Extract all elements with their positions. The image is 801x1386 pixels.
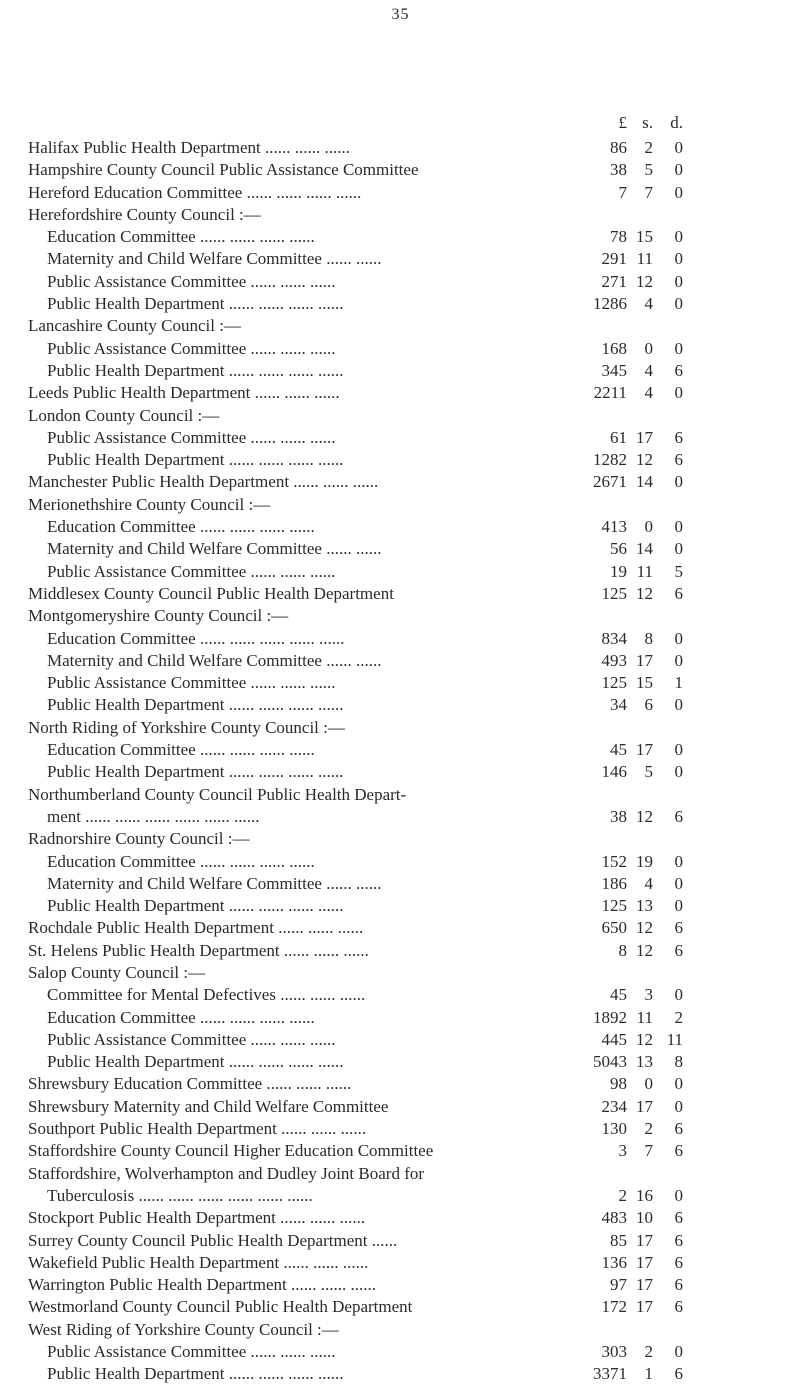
ledger-row xyxy=(0,628,801,650)
ledger-row-shillings: 12 xyxy=(636,271,653,291)
ledger-row-pounds: 38 xyxy=(610,806,627,826)
ledger-row-shillings: 15 xyxy=(636,673,653,693)
ledger-row xyxy=(0,1051,801,1073)
ledger-row-label: Merionethshire County Council :— xyxy=(28,494,271,514)
ledger-row-pounds: 483 xyxy=(601,1208,627,1228)
ledger-row-label: Shrewsbury Maternity and Child Welfare Committee xyxy=(28,1096,389,1116)
ledger-row-pence: 5 xyxy=(674,561,683,581)
ledger-row-label: Northumberland County Council Public Health Depart- xyxy=(28,784,407,804)
ledger-row-pounds: 168 xyxy=(601,338,627,358)
ledger-row-label: Manchester Public Health Department ...... ...... ...... xyxy=(28,472,379,492)
ledger-row-pence: 0 xyxy=(674,1185,683,1205)
ledger-row-pounds: 5043 xyxy=(593,1052,627,1072)
ledger-row-pounds: 136 xyxy=(601,1252,627,1272)
ledger-row-pounds: 56 xyxy=(610,539,627,559)
ledger-row-pounds: 85 xyxy=(610,1230,627,1250)
ledger-row-shillings: 2 xyxy=(644,138,653,157)
ledger-row-shillings: 17 xyxy=(636,1096,653,1116)
ledger-row-pounds: 1282 xyxy=(593,450,627,470)
ledger-row-shillings: 19 xyxy=(636,851,653,871)
ledger-row-shillings: 6 xyxy=(644,695,653,715)
ledger-row-shillings: 17 xyxy=(636,1252,653,1272)
ledger-row-pounds: 445 xyxy=(601,1029,627,1049)
ledger-row xyxy=(0,806,801,828)
ledger-row-pounds: 19 xyxy=(610,561,627,581)
ledger-row-label: Westmorland County Council Public Health Department xyxy=(28,1297,413,1317)
ledger-row-shillings: 5 xyxy=(644,762,653,782)
ledger-row-pence: 0 xyxy=(674,338,683,358)
ledger-row-pounds: 2 xyxy=(618,1185,627,1205)
ledger-row-label: Public Health Department ...... ...... ...... ...... xyxy=(47,1364,344,1384)
ledger-row xyxy=(0,226,801,248)
ledger-row-shillings: 3 xyxy=(644,985,653,1005)
ledger-row xyxy=(0,1073,801,1095)
ledger-row-pence: 6 xyxy=(674,1119,683,1139)
ledger-row xyxy=(0,471,801,493)
ledger-row xyxy=(0,248,801,270)
ledger-row-shillings: 17 xyxy=(636,1230,653,1250)
ledger-row-label: St. Helens Public Health Department ...... ...... ...... xyxy=(28,940,369,960)
ledger-row-shillings: 0 xyxy=(644,517,653,537)
ledger-row-label: Montgomeryshire County Council :— xyxy=(28,606,289,626)
ledger-row xyxy=(0,984,801,1006)
ledger-row-pounds: 834 xyxy=(601,628,627,648)
ledger-row-pounds: 125 xyxy=(601,583,627,603)
ledger-row-pence: 2 xyxy=(674,1007,683,1027)
ledger-row-label: Public Assistance Committee ...... ...... ...... xyxy=(47,427,336,447)
ledger-row-label: Public Assistance Committee ...... ...... ...... xyxy=(47,271,336,291)
ledger-row-label: Public Assistance Committee ...... ...... ...... xyxy=(47,338,336,358)
ledger-row xyxy=(0,962,801,984)
ledger-row-label: Shrewsbury Education Committee ...... ...... ...... xyxy=(28,1074,352,1094)
ledger-row-pence: 11 xyxy=(666,1029,683,1049)
ledger-row-pounds: 34 xyxy=(610,695,627,715)
ledger-row-label: Education Committee ...... ...... ...... ...... xyxy=(47,517,315,537)
ledger-row-label: Leeds Public Health Department ...... ...... ...... xyxy=(28,383,340,403)
ledger-row-pence: 6 xyxy=(674,1230,683,1250)
ledger-row-pounds: 291 xyxy=(601,249,627,269)
ledger-row-pence: 6 xyxy=(674,1141,683,1161)
ledger-row-pence: 6 xyxy=(674,450,683,470)
header-pounds: £ xyxy=(618,113,627,132)
ledger-row-shillings: 12 xyxy=(636,806,653,826)
ledger-row-shillings: 12 xyxy=(636,940,653,960)
ledger-row xyxy=(0,873,801,895)
ledger-row-shillings: 0 xyxy=(644,338,653,358)
page-number: 35 xyxy=(391,6,410,23)
ledger-row-pence: 0 xyxy=(674,383,683,403)
ledger-row-shillings: 4 xyxy=(644,360,653,380)
ledger-row-pounds: 8 xyxy=(618,940,627,960)
ledger-row-pounds: 172 xyxy=(601,1297,627,1317)
ledger-row xyxy=(0,694,801,716)
ledger-row-label: Surrey County Council Public Health Department ...... xyxy=(28,1230,398,1250)
ledger-row-label: Herefordshire County Council :— xyxy=(28,204,261,224)
ledger-row-label: Staffordshire County Council Higher Education Committee xyxy=(28,1141,434,1161)
ledger-row-pounds: 86 xyxy=(610,138,627,157)
ledger-row-pounds: 186 xyxy=(601,873,627,893)
ledger-row-pounds: 1892 xyxy=(593,1007,627,1027)
ledger-row-label: Education Committee ...... ...... ...... ...... xyxy=(47,1007,315,1027)
ledger-row-shillings: 13 xyxy=(636,896,653,916)
ledger-row-pounds: 78 xyxy=(610,227,627,247)
ledger-row xyxy=(0,1274,801,1296)
ledger-row-shillings: 2 xyxy=(644,1119,653,1139)
ledger-row-pounds: 271 xyxy=(601,271,627,291)
ledger-row xyxy=(0,784,801,806)
ledger-row xyxy=(0,159,801,181)
ledger-row-pounds: 413 xyxy=(601,517,627,537)
ledger-row-pounds: 2671 xyxy=(593,472,627,492)
ledger-row-shillings: 16 xyxy=(636,1185,653,1205)
ledger-row xyxy=(0,538,801,560)
ledger-row-pounds: 38 xyxy=(610,160,627,180)
ledger-row-pence: 0 xyxy=(674,740,683,760)
ledger-row-pounds: 3 xyxy=(618,1141,627,1161)
ledger-row xyxy=(0,561,801,583)
ledger-row-pence: 0 xyxy=(674,160,683,180)
ledger-row-pounds: 3371 xyxy=(593,1364,627,1384)
ledger-row xyxy=(0,1007,801,1029)
ledger-row-shillings: 17 xyxy=(636,1297,653,1317)
ledger-row xyxy=(0,1363,801,1385)
ledger-row xyxy=(0,739,801,761)
ledger-row-shillings: 12 xyxy=(636,1029,653,1049)
ledger-row-pounds: 125 xyxy=(601,896,627,916)
ledger-row-label: Tuberculosis ...... ...... ...... ...... ...... ...... xyxy=(47,1185,313,1205)
ledger-row-label: Public Assistance Committee ...... ...... ...... xyxy=(47,1342,336,1362)
ledger-row-pence: 6 xyxy=(674,1252,683,1272)
ledger-row-shillings: 1 xyxy=(644,1364,653,1384)
ledger-row xyxy=(0,583,801,605)
ledger-row-pounds: 493 xyxy=(601,650,627,670)
ledger-row-pounds: 234 xyxy=(601,1096,627,1116)
ledger-row-pence: 0 xyxy=(674,762,683,782)
ledger-row-pounds: 2211 xyxy=(593,383,627,403)
ledger-row-label: Lancashire County Council :— xyxy=(28,316,241,336)
ledger-row-label: Rochdale Public Health Department ...... ...... ...... xyxy=(28,918,364,938)
ledger-row-pounds: 130 xyxy=(601,1119,627,1139)
ledger-row xyxy=(0,271,801,293)
ledger-row-shillings: 4 xyxy=(644,294,653,314)
ledger-row-pence: 0 xyxy=(674,249,683,269)
ledger-row-shillings: 15 xyxy=(636,227,653,247)
ledger-row-pence: 6 xyxy=(674,806,683,826)
ledger-row xyxy=(0,1296,801,1318)
ledger-row-shillings: 0 xyxy=(644,1074,653,1094)
ledger-row xyxy=(0,828,801,850)
ledger-row xyxy=(0,1185,801,1207)
ledger-row-pence: 6 xyxy=(674,360,683,380)
ledger-row-pence: 0 xyxy=(674,1074,683,1094)
ledger-row xyxy=(0,672,801,694)
ledger-row-label: Education Committee ...... ...... ...... ...... xyxy=(47,740,315,760)
ledger-row-label: Public Health Department ...... ...... ...... ...... xyxy=(47,360,344,380)
ledger-row-label: Public Health Department ...... ...... ...... ...... xyxy=(47,762,344,782)
ledger-row xyxy=(0,182,801,204)
ledger-row-shillings: 7 xyxy=(644,1141,653,1161)
ledger-row-shillings: 11 xyxy=(636,1007,653,1027)
ledger-row-shillings: 12 xyxy=(636,450,653,470)
ledger-row-pence: 6 xyxy=(674,1364,683,1384)
ledger-row xyxy=(0,1207,801,1229)
ledger-row-shillings: 17 xyxy=(636,427,653,447)
ledger-row-pence: 0 xyxy=(674,539,683,559)
ledger-row xyxy=(0,917,801,939)
ledger-row-label: Southport Public Health Department ...... ...... ...... xyxy=(28,1119,367,1139)
ledger-row-label: Public Health Department ...... ...... ...... ...... xyxy=(47,896,344,916)
ledger-row-label: Halifax Public Health Department ...... ...... ...... xyxy=(28,138,350,157)
ledger-row-label: Staffordshire, Wolverhampton and Dudley Joint Board for xyxy=(28,1163,425,1183)
ledger-row-shillings: 5 xyxy=(644,160,653,180)
ledger-row-pounds: 45 xyxy=(610,740,627,760)
ledger-row xyxy=(0,851,801,873)
ledger-row-pence: 0 xyxy=(674,695,683,715)
ledger-row xyxy=(0,405,801,427)
ledger-row-pence: 0 xyxy=(674,851,683,871)
ledger-row-label: Maternity and Child Welfare Committee ...... ...... xyxy=(47,873,382,893)
ledger-row xyxy=(0,427,801,449)
ledger-row-label: Public Assistance Committee ...... ...... ...... xyxy=(47,673,336,693)
ledger-row-label: Radnorshire County Council :— xyxy=(28,829,250,849)
ledger-row-label: Committee for Mental Defectives ...... ...... ...... xyxy=(47,985,366,1005)
ledger-row-label: Public Health Department ...... ...... ...... ...... xyxy=(47,450,344,470)
ledger-row-pounds: 152 xyxy=(601,851,627,871)
ledger-row xyxy=(0,293,801,315)
ledger-row-label: Public Health Department ...... ...... ...... ...... xyxy=(47,294,344,314)
ledger-row-pence: 0 xyxy=(674,138,683,157)
ledger-row-label: ment ...... ...... ...... ...... ...... ...... xyxy=(47,806,260,826)
ledger-row-label: Education Committee ...... ...... ...... ...... ...... xyxy=(47,628,345,648)
column-header xyxy=(0,113,801,135)
ledger-row-pounds: 98 xyxy=(610,1074,627,1094)
ledger-row-shillings: 14 xyxy=(636,539,653,559)
ledger-row-label: Maternity and Child Welfare Committee ...... ...... xyxy=(47,249,382,269)
ledger-row xyxy=(0,717,801,739)
ledger-row-pence: 6 xyxy=(674,1275,683,1295)
ledger-row-label: Salop County Council :— xyxy=(28,962,206,982)
ledger-row-shillings: 17 xyxy=(636,650,653,670)
ledger-row xyxy=(0,1163,801,1185)
ledger-row-shillings: 14 xyxy=(636,472,653,492)
ledger-row xyxy=(0,1252,801,1274)
ledger-row-pounds: 125 xyxy=(601,673,627,693)
ledger-row-pence: 1 xyxy=(674,673,683,693)
header-pence: d. xyxy=(670,113,683,132)
ledger-row-label: Maternity and Child Welfare Committee ...... ...... xyxy=(47,650,382,670)
ledger-row xyxy=(0,516,801,538)
ledger-row-label: Public Health Department ...... ...... ...... ...... xyxy=(47,1052,344,1072)
ledger-row-shillings: 4 xyxy=(644,873,653,893)
ledger-row xyxy=(0,1230,801,1252)
ledger-row xyxy=(0,895,801,917)
ledger-row-label: Public Assistance Committee ...... ...... ...... xyxy=(47,1029,336,1049)
ledger-row-shillings: 7 xyxy=(644,182,653,202)
ledger-row-pence: 0 xyxy=(674,472,683,492)
ledger-row xyxy=(0,1319,801,1341)
ledger-row-shillings: 17 xyxy=(636,1275,653,1295)
ledger-row-label: Hereford Education Committee ...... ...... ...... ...... xyxy=(28,182,362,202)
ledger-row xyxy=(0,204,801,226)
ledger-row-pence: 0 xyxy=(674,517,683,537)
ledger-row-pence: 8 xyxy=(674,1052,683,1072)
ledger-row-shillings: 12 xyxy=(636,918,653,938)
ledger-row-label: Public Health Department ...... ...... ...... ...... xyxy=(47,695,344,715)
ledger-row xyxy=(0,1140,801,1162)
ledger-row-pence: 0 xyxy=(674,896,683,916)
ledger-row xyxy=(0,650,801,672)
ledger-row-pence: 0 xyxy=(674,271,683,291)
ledger-row xyxy=(0,338,801,360)
ledger-row xyxy=(0,494,801,516)
ledger-row-label: Wakefield Public Health Department ...... ...... ...... xyxy=(28,1252,369,1272)
ledger-row-pence: 0 xyxy=(674,1096,683,1116)
ledger-row-pence: 6 xyxy=(674,1297,683,1317)
ledger-row-pence: 6 xyxy=(674,583,683,603)
ledger-row-label: Public Assistance Committee ...... ...... ...... xyxy=(47,561,336,581)
ledger-row xyxy=(0,1341,801,1363)
ledger-row-pence: 0 xyxy=(674,985,683,1005)
ledger-row xyxy=(0,1096,801,1118)
ledger-row xyxy=(0,382,801,404)
ledger-row-pence: 6 xyxy=(674,940,683,960)
ledger-row-pounds: 303 xyxy=(601,1342,627,1362)
ledger-row-label: Warrington Public Health Department ...... ...... ...... xyxy=(28,1275,377,1295)
ledger-row-pence: 6 xyxy=(674,427,683,447)
ledger-row-pence: 0 xyxy=(674,1342,683,1362)
header-shillings: s. xyxy=(642,113,653,132)
ledger-row-pounds: 61 xyxy=(610,427,627,447)
ledger-row-shillings: 12 xyxy=(636,583,653,603)
ledger-row xyxy=(0,1029,801,1051)
ledger-row-label: Hampshire County Council Public Assistance Committee xyxy=(28,160,419,180)
ledger-row xyxy=(0,1118,801,1140)
ledger-row xyxy=(0,761,801,783)
ledger-row-label: Education Committee ...... ...... ...... ...... xyxy=(47,227,315,247)
ledger-row xyxy=(0,940,801,962)
ledger-row-pounds: 1286 xyxy=(593,294,627,314)
ledger-row-shillings: 4 xyxy=(644,383,653,403)
ledger-row-label: Maternity and Child Welfare Committee ...... ...... xyxy=(47,539,382,559)
ledger-row xyxy=(0,449,801,471)
ledger-row-pence: 6 xyxy=(674,918,683,938)
ledger-row-pounds: 650 xyxy=(601,918,627,938)
ledger-row-label: Stockport Public Health Department ...... ...... ...... xyxy=(28,1208,366,1228)
ledger-row-pounds: 45 xyxy=(610,985,627,1005)
ledger-row-pence: 6 xyxy=(674,1208,683,1228)
ledger-row-pence: 0 xyxy=(674,227,683,247)
ledger-row-shillings: 17 xyxy=(636,740,653,760)
ledger-row-pence: 0 xyxy=(674,294,683,314)
ledger-row-label: London County Council :— xyxy=(28,405,220,425)
ledger-row xyxy=(0,605,801,627)
ledger-row-shillings: 11 xyxy=(636,561,653,581)
ledger-row xyxy=(0,315,801,337)
ledger-row-pounds: 97 xyxy=(610,1275,627,1295)
ledger-row xyxy=(0,137,801,159)
ledger-row-pounds: 7 xyxy=(618,182,627,202)
ledger-row-pence: 0 xyxy=(674,873,683,893)
ledger-rows xyxy=(0,137,801,1386)
ledger-row-shillings: 10 xyxy=(636,1208,653,1228)
ledger-row-label: Education Committee ...... ...... ...... ...... xyxy=(47,851,315,871)
ledger-row-shillings: 2 xyxy=(644,1342,653,1362)
ledger-row-shillings: 13 xyxy=(636,1052,653,1072)
ledger-row-pence: 0 xyxy=(674,182,683,202)
ledger-row-pounds: 146 xyxy=(601,762,627,782)
ledger-row-pounds: 345 xyxy=(601,360,627,380)
ledger-row-pence: 0 xyxy=(674,650,683,670)
ledger-row-label: North Riding of Yorkshire County Council :— xyxy=(28,717,345,737)
ledger-row xyxy=(0,360,801,382)
ledger-row-shillings: 11 xyxy=(636,249,653,269)
ledger-row-pence: 0 xyxy=(674,628,683,648)
ledger-row-label: West Riding of Yorkshire County Council :— xyxy=(28,1319,339,1339)
ledger-row-shillings: 8 xyxy=(644,628,653,648)
ledger-row-label: Middlesex County Council Public Health Department xyxy=(28,583,394,603)
